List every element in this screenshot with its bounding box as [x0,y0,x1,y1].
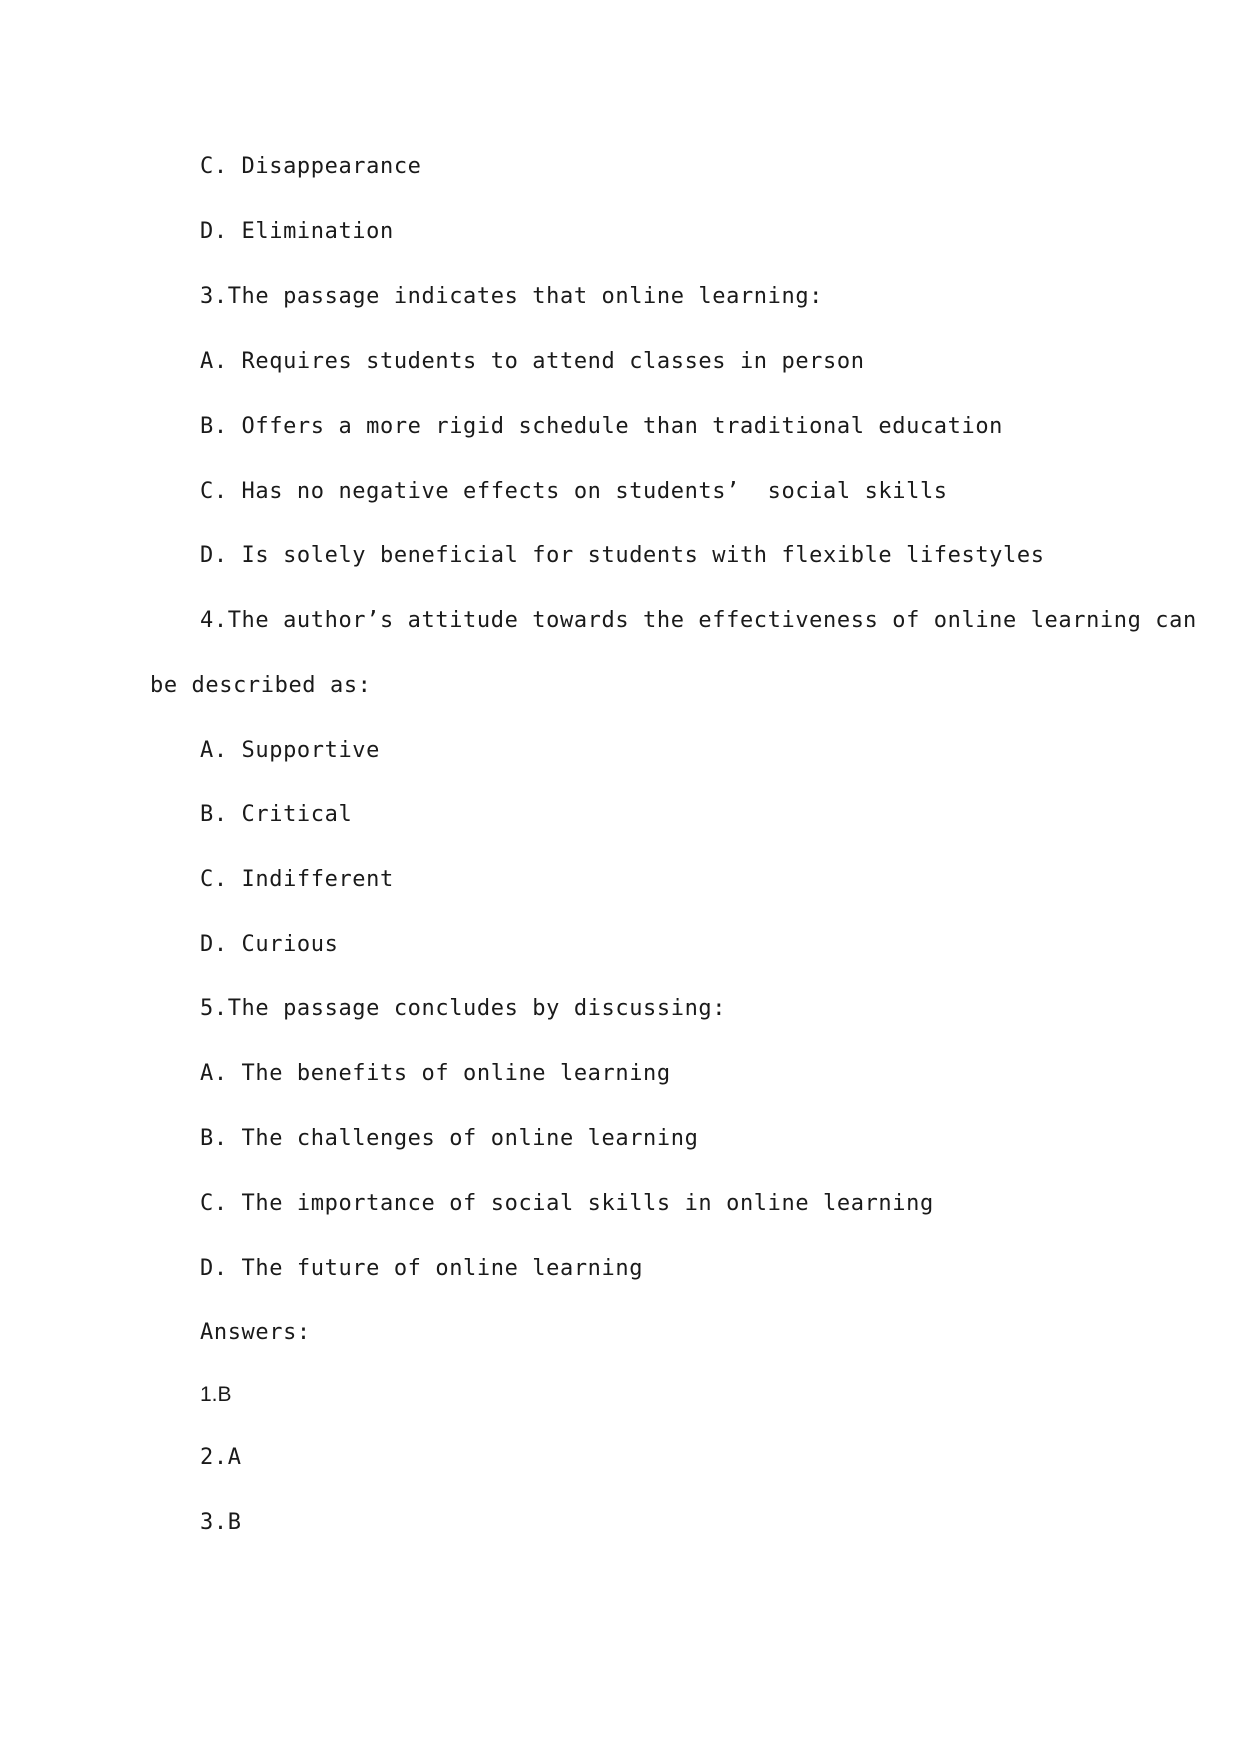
q4-option-a: A. Supportive [200,738,380,763]
q2-option-c: C. Disappearance [200,154,422,179]
answer-item: 2.A [200,1445,242,1470]
answer-item: 1.B [200,1383,232,1406]
q4-option-d: D. Curious [200,932,339,957]
q4-option-c: C. Indifferent [200,867,394,892]
q5-option-d: D. The future of online learning [200,1256,644,1281]
q5-option-a: A. The benefits of online learning [200,1061,671,1086]
answer-item: 3.B [200,1510,242,1535]
answers-heading: Answers: [200,1320,311,1345]
q4-question-line2: be described as: [150,673,372,698]
q3-option-a: A. Requires students to attend classes in person [200,349,865,374]
q3-question: 3.The passage indicates that online learning: [200,284,824,309]
q3-option-d: D. Is solely beneficial for students with flexible lifestyles [200,543,1045,568]
q4-option-b: B. Critical [200,802,353,827]
q5-option-c: C. The importance of social skills in online learning [200,1191,934,1216]
q3-option-b: B. Offers a more rigid schedule than traditional education [200,414,1004,439]
q5-option-b: B. The challenges of online learning [200,1126,699,1151]
q2-option-d: D. Elimination [200,219,394,244]
q4-question-line1: 4.The author’s attitude towards the effectiveness of online learning can [200,608,1197,633]
q3-option-c: C. Has no negative effects on students’ social skills [200,479,948,504]
q5-question: 5.The passage concludes by discussing: [200,996,727,1021]
